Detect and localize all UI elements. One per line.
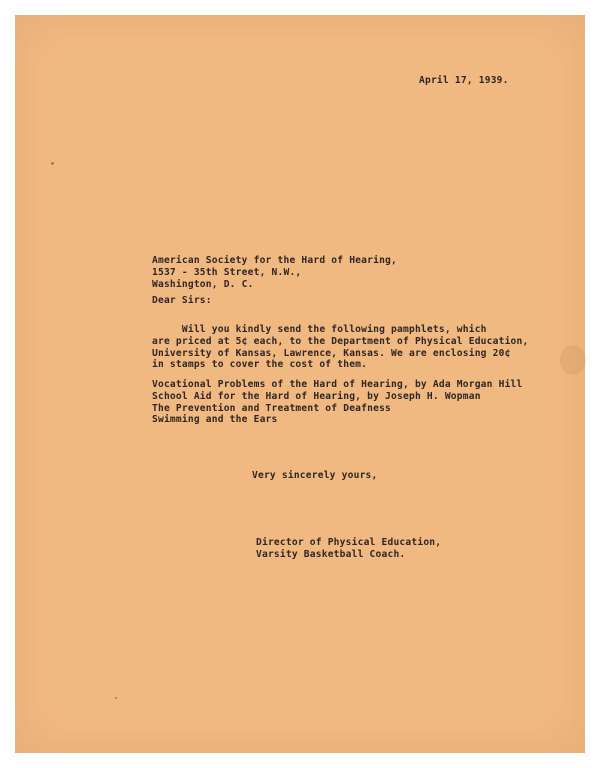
recipient-line: Washington, D. C. [152, 278, 254, 290]
paper-stain [560, 345, 586, 375]
body-line: in stamps to cover the cost of them. [152, 359, 368, 371]
pamphlet-list [152, 379, 523, 426]
pamphlet-item: Vocational Problems of the Hard of Hearing, by Ada Morgan Hill [152, 379, 523, 390]
complimentary-closing: Very sincerely yours, [252, 470, 378, 481]
recipient-line: American Society for the Hard of Hearing, [152, 255, 398, 266]
signature-line: Director of Physical Education, [256, 537, 442, 548]
letter-date: April 17, 1939. [419, 75, 509, 86]
signature-block [256, 537, 441, 561]
body-line: University of Kansas, Lawrence, Kansas. We are enclosing 20¢ [152, 347, 511, 359]
signature-line: Varsity Basketball Coach. [256, 548, 406, 560]
recipient-line: 1537 - 35th Street, N.W., [152, 266, 302, 278]
paper-speck [115, 697, 117, 699]
body-paragraph [152, 324, 528, 371]
body-line: Will you kindly send the following pamphlets, which [152, 324, 487, 335]
letter-page [15, 15, 585, 753]
pamphlet-item: School Aid for the Hard of Hearing, by Joseph H. Wopman [152, 390, 481, 402]
salutation: Dear Sirs: [152, 295, 212, 306]
recipient-address [152, 255, 397, 290]
paper-speck [51, 162, 54, 165]
pamphlet-item: The Prevention and Treatment of Deafness [152, 402, 392, 414]
body-line: are priced at 5¢ each, to the Department of Physical Education, [152, 335, 529, 347]
pamphlet-item: Swimming and the Ears [152, 414, 278, 426]
